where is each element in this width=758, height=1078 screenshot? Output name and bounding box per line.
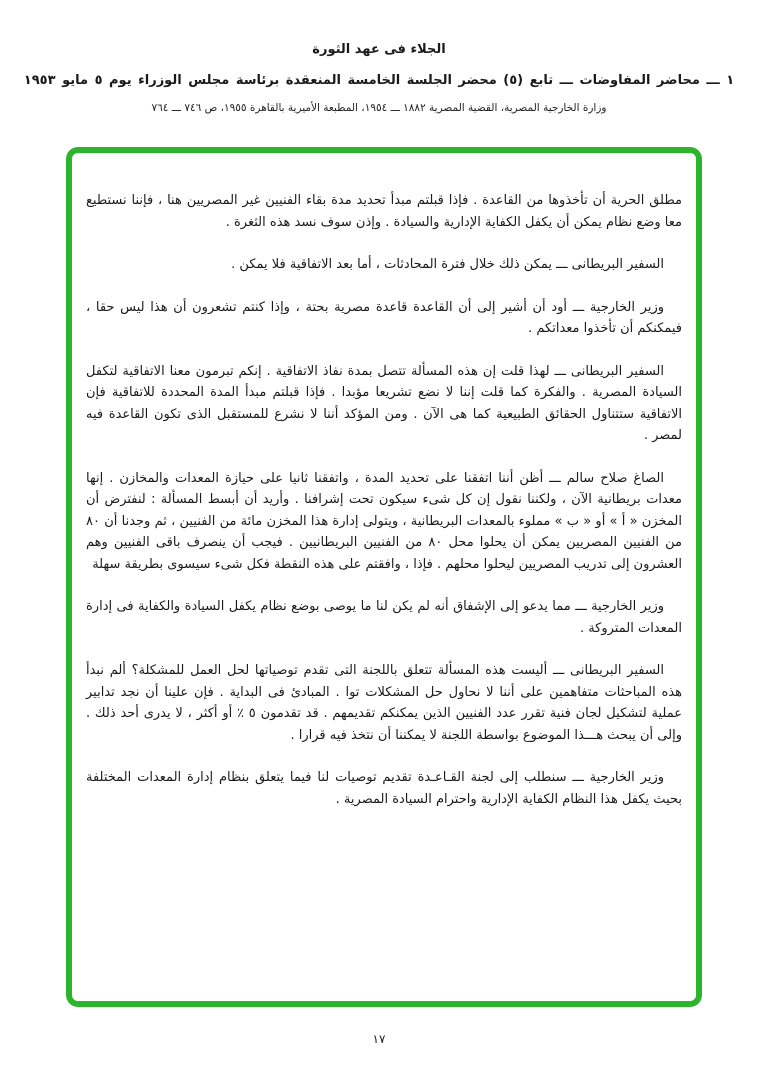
body-paragraph: وزير الخارجية ـــ سنطلب إلى لجنة القـاعـدة تقديم توصيات لنا فيما يتعلق بنظام إدارة المعدات المختلفة بحيث يكفل هذا النظام الكفاية الإدارية واحترام السيادة المصرية . xyxy=(86,770,682,807)
body-paragraph: مطلق الحرية أن تأخذوها من القاعدة . فإذا قبلتم مبدأ تحديد مدة بقاء الفنيين غير المصريين هنا ، فإننا نستطيع معا وضع نظام يمكن أن يكفل الكفاية الإدارية والسيادة . وإذن سوف نسد هذه الثغرة . xyxy=(86,193,682,230)
body-paragraph: السفير البريطانى ـــ يمكن ذلك خلال فترة المحادثات ، أما بعد الاتفاقية فلا يمكن . xyxy=(231,257,664,272)
body-paragraph: وزير الخارجية ـــ مما يدعو إلى الإشفاق أنه لم يكن لنا ما يوصى بوضع نظام يكفل السيادة والكفاية فى إدارة المعدات المتروكة . xyxy=(86,599,682,636)
body-paragraph: الصاغ صلاح سالم ـــ أظن أننا اتفقنا على تحديد المدة ، واتفقنا ثانيا على حيازة المعدات والمخازن . إنها معدات بريطانية الآن ، ولكننا نقول إن كل شىء سيكون تحت إشرافنا . وأريد أن أبسط المسألة : لنفترض أن المخزن « أ » أو « ب » مملوء بالمعدات البريطانية ، ويتولى إدارة هذا المخزن مائة من الفنيين ، ثم وجدنا أن ٨٠ من الفنيين المصريين يمكن أن يحلوا محل ٨٠ من الفنيين البريطانيين . فيجب أن ينصرف باقى الفنيين وهم العشرون إلى تدريب المصريين ليحلوا محلهم . فإذا ، وافقتم على هذه النقطة فكل شىء سيسوى بطريقة سهلة xyxy=(86,470,683,572)
session-heading: ١ ـــ محاضر المفاوضات ـــ تابع (٥) محضر الجلسة الخامسة المنعقدة برئاسة مجلس الوزراء يوم ٥ مايو ١٩٥٣ xyxy=(23,73,735,88)
page-number: ١٧ xyxy=(372,1032,386,1046)
body-paragraph: السفير البريطانى ـــ أليست هذه المسألة تتعلق باللجنة التى تقدم توصياتها لحل العمل للمشكلة؟ ألم نبدأ هذه المباحثات متفاهمين على أننا لا نحاول حل المشكلات توا . المبادئ فى البداية . فإن علينا أن نجد تدابير عملية لتشكيل لجان فنية تقرر عدد الفنيين الذين يمكنكم تقديمهم . قد تقدمون ٥ ٪ أو أكثر ، لا يدرى أحد ذلك . وإلى أن يبحث هـــذا الموضوع بواسطة اللجنة لا يمكننا أن نتخذ فيه قرارا . xyxy=(86,663,682,743)
source-citation: وزارة الخارجية المصرية، القضية المصرية ١٨٨٢ ـــ ١٩٥٤، المطبعة الأميرية بالقاهرة ١٩٥٥، ص ٧٤٦ ـــ ٧٦٤ xyxy=(151,102,607,114)
body-paragraph: السفير البريطانى ـــ لهذا قلت إن هذه المسألة تتصل بمدة نفاذ الاتفاقية . إنكم تبرمون معنا الاتفاقية لتكفل السيادة المصرية . والفكرة كما قلت إننا لا نضع تشريعا مؤبدا . فإذا قبلتم مبدأ المدة المحددة للاتفاقية فإن الاتفاقية ستتناول الحقائق الطبيعية كما هى الآن . ومن المؤكد أننا لا نشرع للمستقبل الذى تكون القاعدة فيه لمصر . xyxy=(86,363,682,443)
document-body xyxy=(86,190,682,831)
body-paragraph: وزير الخارجية ـــ أود أن أشير إلى أن القاعدة قاعدة مصرية بحتة ، وإذا كنتم تشعرون أن هذا ليس حقا ، فيمكنكم أن تأخذوا معداتكم . xyxy=(86,299,682,336)
document-title: الجلاء فى عهد الثورة xyxy=(312,42,446,57)
page-header xyxy=(0,42,758,114)
